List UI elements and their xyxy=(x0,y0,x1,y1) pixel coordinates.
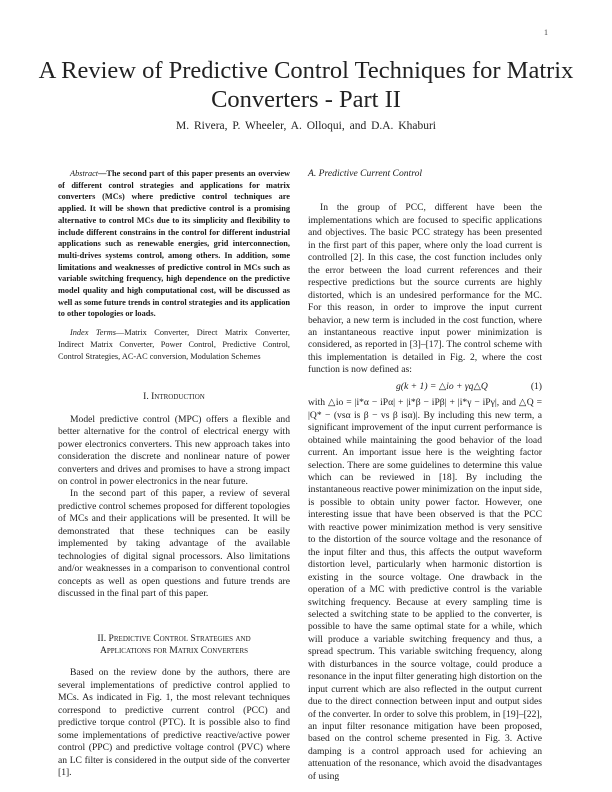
index-terms-label: Index Terms xyxy=(70,328,116,338)
intro-paragraph-2: In the second part of this paper, a review of several predictive control schemes proposed for different topologies of MCs and their applications will be presented. It will be demonstrated that these techniques can be easily implemented by taking advantage of the available technologies of digital signal processors. Also limitations and/or weaknesses in a comparison to conventional control concepts as well as open questions and future trends are discussed in the final part of this paper. xyxy=(58,488,290,600)
equation-number: (1) xyxy=(530,380,542,392)
pcc-paragraph-2-text: By including this new term, a significant improvement of the input current performance is obtained while maintaining the good behavior of the load current. An important issue here is the weighting factor selection. There are some guidelines to determine this value which can be reviewed in [18]. By including the instantaneous reactive power minimization on the input side, is possible to obtain unity power factor. However, one interesting issue that have been observed is that the PCC with reactive power minimization method is very sensitive to the distortion of the source voltage and the resonance of the input filter and thus, this affects the output waveform distortion level, particularly when harmonic distortion is existing in the source voltage. One drawback in the operation of a MC with predictive control is the variable switching frequency. Because at every sampling time is selected a switching state to be applied to the converter, is possible to have the same optimal state for a while, which will produce a variable switching frequency and thus, a spread spectrum. This variable switching frequency, along with disturbances in the source voltage, could produce a resonance in the input filter generating high distortion on the input current which are also reflected in the output current due to the direct connection between input and output sides of the converter. In order to solve this problem, in [19]–[22], an input filter resonance mitigation have been proposed, based on the control scheme presented in Fig. 3. Active damping is a control approach used for achieving an attenuation of the resonance, which avoid the disadvantages of using xyxy=(308,409,542,782)
pcc-paragraph-2 xyxy=(308,397,542,783)
abstract xyxy=(58,168,290,320)
paper-title: A Review of Predictive Control Techniques for Matrix Converters - Part II xyxy=(38,57,574,113)
index-terms xyxy=(58,327,290,362)
strategies-paragraph-1: Based on the review done by the authors, there are several implementations of predictive control applied to MCs. As indicated in Fig. 1, the most relevant techniques correspond to predictive current control (PCC) and predictive torque control (PTC). It is possible also to find some implementations of predictive reactive/active power control (PPC) and predictive voltage control (PVC) where an LC filter is considered in the output side of the converter [1]. xyxy=(58,667,290,779)
section-heading-line-2: Applications for Matrix Converters xyxy=(99,644,249,656)
section-heading-introduction: I. Introduction xyxy=(143,391,205,403)
left-column xyxy=(58,168,290,779)
section-heading-strategies xyxy=(58,633,290,658)
subsection-heading-pcc: A. Predictive Current Control xyxy=(308,168,423,179)
equation-body: g(k + 1) = △io + γq△Q xyxy=(396,380,488,392)
equation-1 xyxy=(308,381,542,393)
abstract-text: —The second part of this paper presents an overview of different control strategies and applications for matrix converters (MCs) where predictive control techniques are applied. It will be shown that predictive control is a promising alternative to control MCs due to its simplicity and flexibility to include different constrains in the control for different industrial applications such as renewable energies, grid interconnection, multi-drives systems control, among others. In addition, some limitations and weaknesses of predictive control in MCs such as variable switching frequency, high dependence on the predictive model quality and high computational cost, will be discussed as well as some future trends in control strategies and its application to other topologies or loads. xyxy=(58,169,290,319)
right-column xyxy=(308,168,542,783)
pcc-paragraph-1: In the group of PCC, different have been the implementations which are focused to specific applications and objectives. The basic PCC strategy has been presented in the first part of this paper, where only the load current is controlled [2]. In this case, the cost function includes only the error between the load current references and their respective predictions but the source currents are highly distorted, which is an undesired performance for the MC. For this reason, in order to improve the input current behavior, a new term is included in the cost function, where an instantaneous reactive input power minimization is considered, as reported in [3]–[17]. The control scheme with this implementation is detailed in Fig. 2, where the cost function is now defined as: xyxy=(308,202,542,376)
section-heading-line-1: II. Predictive Control Strategies and xyxy=(97,632,251,644)
pcc-definitions: with △io = |i*α − iPα| + |i*β − iPβ| + |i*γ − iPγ|, and △Q = |Q* − (vsα is β − vs β isα)|. xyxy=(308,397,542,421)
page-number: 1 xyxy=(544,28,548,37)
index-terms-text: —Matrix Converter, Direct Matrix Converter, Indirect Matrix Converter, Power Control, Predictive Control, Control Strategies, AC-AC conversion, Modulation Schemes xyxy=(58,328,290,361)
abstract-label: Abstract xyxy=(70,169,99,178)
intro-paragraph-1: Model predictive control (MPC) offers a flexible and better alternative for the control of electrical energy with power electronics converters. This new approach takes into consideration the discrete and nonlinear nature of power converters and drives and promises to have a strong impact on control in power electronics in the near future. xyxy=(58,413,290,487)
author-list: M. Rivera, P. Wheeler, A. Olloqui, and D.A. Khaburi xyxy=(176,120,436,132)
